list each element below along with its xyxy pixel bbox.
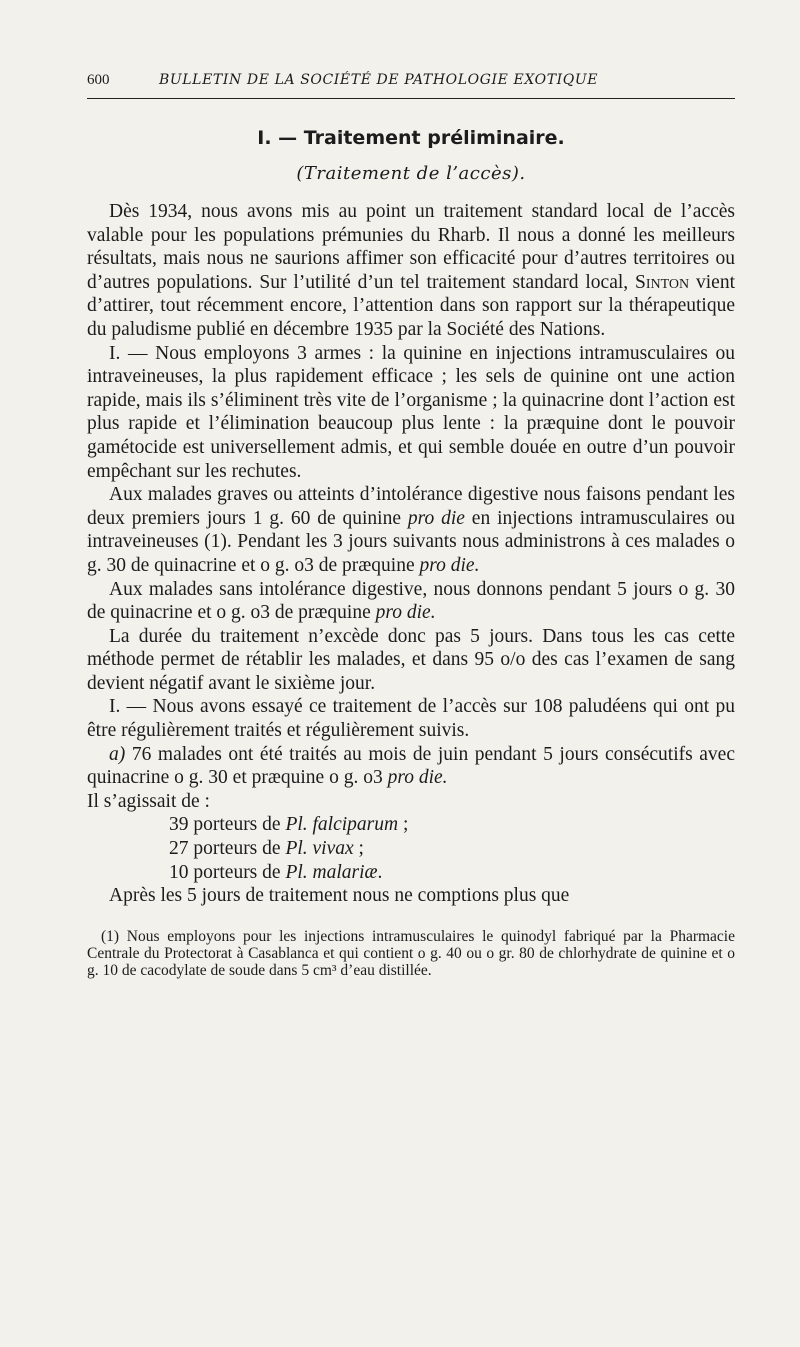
paragraph-7-italic: pro die. (387, 767, 448, 789)
list-item (87, 837, 735, 861)
list-item-punct: . (377, 861, 383, 883)
paragraph-6: I. — Nous avons essayé ce traitement de l’accès sur 108 paludéens qui ont pu être régulièrement traités et régulièrement suivis. (87, 696, 735, 742)
footnote-text: (1) Nous employons pour les injections intramusculaires le quinodyl fabriqué par la Pharmacie Centrale du Protectorat à Casablanca et qui contient o g. 40 ou o gr. 80 de chlorhydrate de quinine et o g. 10 de cacodylate de soude dans 5 cm³ d’eau distillée. (87, 927, 735, 979)
paragraph-7 (87, 743, 735, 790)
footnote (87, 928, 735, 979)
paragraph-4-italic: pro die. (375, 602, 436, 624)
species-list (87, 813, 735, 884)
paragraph-2: I. — Nous employons 3 armes : la quinine en injections intramusculaires ou intraveineuses, la plus rapidement efficace ; les sels de quinine ont une action rapide, mais ils s’éliminent très vite de l’organisme ; la quinacrine dont l’action est plus rapide et l’élimination beaucoup plus lente : la præquine dont le pouvoir gamétocide est universellement admis, et qui semble douée en outre d’un pouvoir empêchant sur les rechutes. (87, 342, 735, 482)
list-item-punct: ; (398, 814, 409, 836)
paragraph-4 (87, 578, 735, 625)
paragraph-4-text: Aux malades sans intolérance digestive, nous donnons pendant 5 jours o g. 30 de quinacrine et o g. o3 de præquine (87, 578, 735, 624)
paragraph-7-text: 76 malades ont été traités au mois de juin pendant 5 jours consécutifs avec quinacrine o g. 30 et præquine o g. o3 (87, 743, 735, 789)
paragraph-3-italic-a: pro die (407, 507, 465, 529)
list-item-species: Pl. falciparum (285, 814, 399, 836)
body-text (87, 200, 735, 908)
list-item-count: 27 porteurs de (169, 838, 281, 860)
paragraph-3-text-b: en injections intramusculaires ou intraveineuses (1). Pendant les 3 jours suivants nous administrons à ces malades o g. 30 de quinacrine et o g. o3 de præquine (87, 507, 735, 576)
journal-title: BULLETIN DE LA SOCIÉTÉ DE PATHOLOGIE EXOTIQUE (159, 72, 599, 88)
paragraph-1 (87, 200, 735, 342)
list-item (87, 861, 735, 885)
paragraph-5: La durée du traitement n’excède donc pas 5 jours. Dans tous les cas cette méthode permet de rétablir les malades, et dans 95 o/o des cas l’examen de sang devient négatif avant le sixième jour. (87, 625, 735, 694)
list-item-species: Pl. vivax (285, 838, 354, 860)
paragraph-7-marker: a) (109, 743, 126, 765)
paragraph-7-continuation: Il s’agissait de : (87, 790, 210, 812)
paragraph-8: Après les 5 jours de traitement nous ne comptions plus que (109, 885, 570, 907)
page-number: 600 (87, 72, 110, 88)
paragraph-3-italic-b: pro die. (419, 554, 480, 576)
list-item-count: 10 porteurs de (169, 861, 281, 883)
list-item (87, 813, 735, 837)
list-item-count: 39 porteurs de (169, 814, 281, 836)
page (87, 72, 735, 979)
list-item-punct: ; (353, 838, 364, 860)
list-item-species: Pl. malariæ (285, 861, 378, 883)
paragraph-3 (87, 483, 735, 577)
paragraph-1-text-a: Dès 1934, nous avons mis au point un traitement standard local de l’accès valable pour les populations prémunies du Rharb. Il nous a donné les meilleurs résultats, mais nous ne saurions affimer son efficacité pour d’autres territoires ou d’autres populations. Sur l’utilité d’un tel traitement standard local, (87, 201, 735, 293)
author-sinton: Sinton (635, 271, 690, 293)
section-subtitle: (Traitement de l’accès). (296, 163, 526, 184)
paragraph-1-text-b: vient d’attirer, tout récemment encore, l’attention dans son rapport sur la thérapeutique du paludisme publié en décembre 1935 par la Société des Nations. (87, 271, 736, 340)
section-title: I. — Traitement préliminaire. (257, 127, 565, 149)
paragraph-3-text-a: Aux malades graves ou atteints d’intolérance digestive nous faisons pendant les deux premiers jours 1 g. 60 de quinine (87, 484, 735, 529)
running-head (87, 72, 735, 99)
